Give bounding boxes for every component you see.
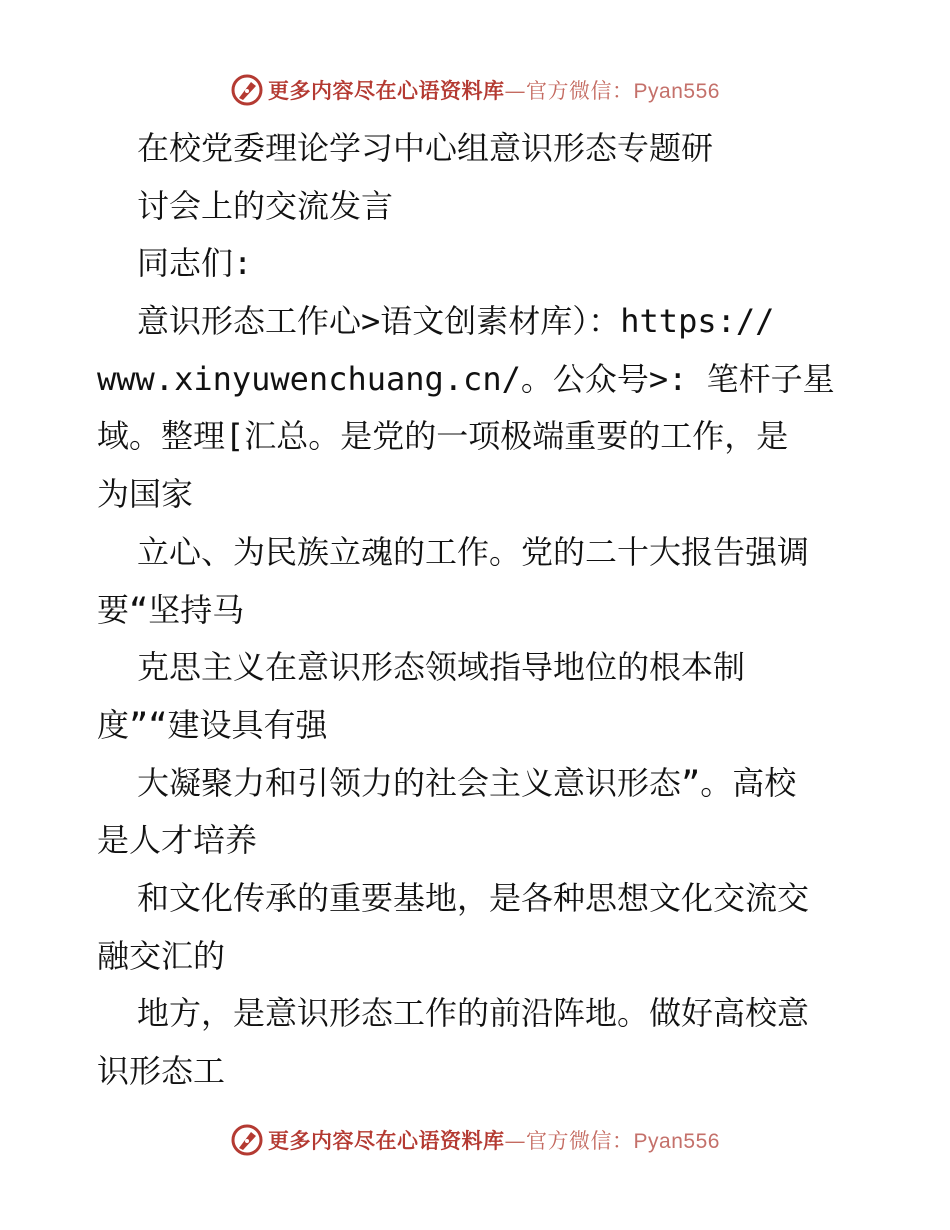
text-line: 克思主义在意识形态领域指导地位的根本制 (137, 648, 746, 687)
text-line: 为国家 (97, 475, 194, 514)
text-line: 讨会上的交流发言 (137, 186, 394, 225)
text-line: 域。整理[汇总。是党的一项极端重要的工作，是 (97, 417, 789, 456)
watermark-text (268, 75, 720, 105)
watermark-wechat-id: Pyan556 (633, 80, 720, 103)
text-line: 意识形态工作心>语文创素材库）：https:// (137, 302, 775, 341)
document-body (97, 120, 867, 1101)
text-line: 和文化传承的重要基地，是各种思想文化交流交 (137, 878, 810, 917)
text-line: 大凝聚力和引领力的社会主义意识形态”。高校 (137, 763, 797, 802)
watermark-brand: 更多内容尽在心语资料库 (268, 78, 505, 103)
text-line: 立心、为民族立魂的工作。党的二十大报告强调 (137, 532, 810, 571)
text-line: 同志们: (137, 244, 253, 283)
text-line: www.xinyuwenchuang.cn/。公众号>: 笔杆子星 (97, 359, 835, 398)
text-line: 地方，是意识形态工作的前沿阵地。做好高校意 (137, 994, 810, 1033)
watermark-text (268, 1125, 720, 1155)
watermark-separator: — (504, 79, 527, 103)
text-line: 度”“建设具有强 (97, 705, 328, 744)
watermark-channel: 官方微信： (526, 1129, 634, 1153)
watermark-channel: 官方微信： (526, 79, 634, 103)
pen-nib-circle-icon (230, 73, 264, 107)
pen-nib-circle-icon (230, 1123, 264, 1157)
text-line: 是人才培养 (97, 821, 258, 860)
watermark-brand: 更多内容尽在心语资料库 (268, 1128, 505, 1153)
text-line: 融交汇的 (97, 936, 226, 975)
text-line: 在校党委理论学习中心组意识形态专题研 (137, 129, 714, 167)
watermark-separator: — (504, 1129, 527, 1153)
watermark-banner-bottom (0, 1120, 950, 1160)
text-line: 要“坚持马 (97, 590, 245, 629)
watermark-wechat-id: Pyan556 (633, 1130, 720, 1153)
text-line: 识形态工 (97, 1052, 226, 1090)
watermark-banner-top (0, 70, 950, 110)
